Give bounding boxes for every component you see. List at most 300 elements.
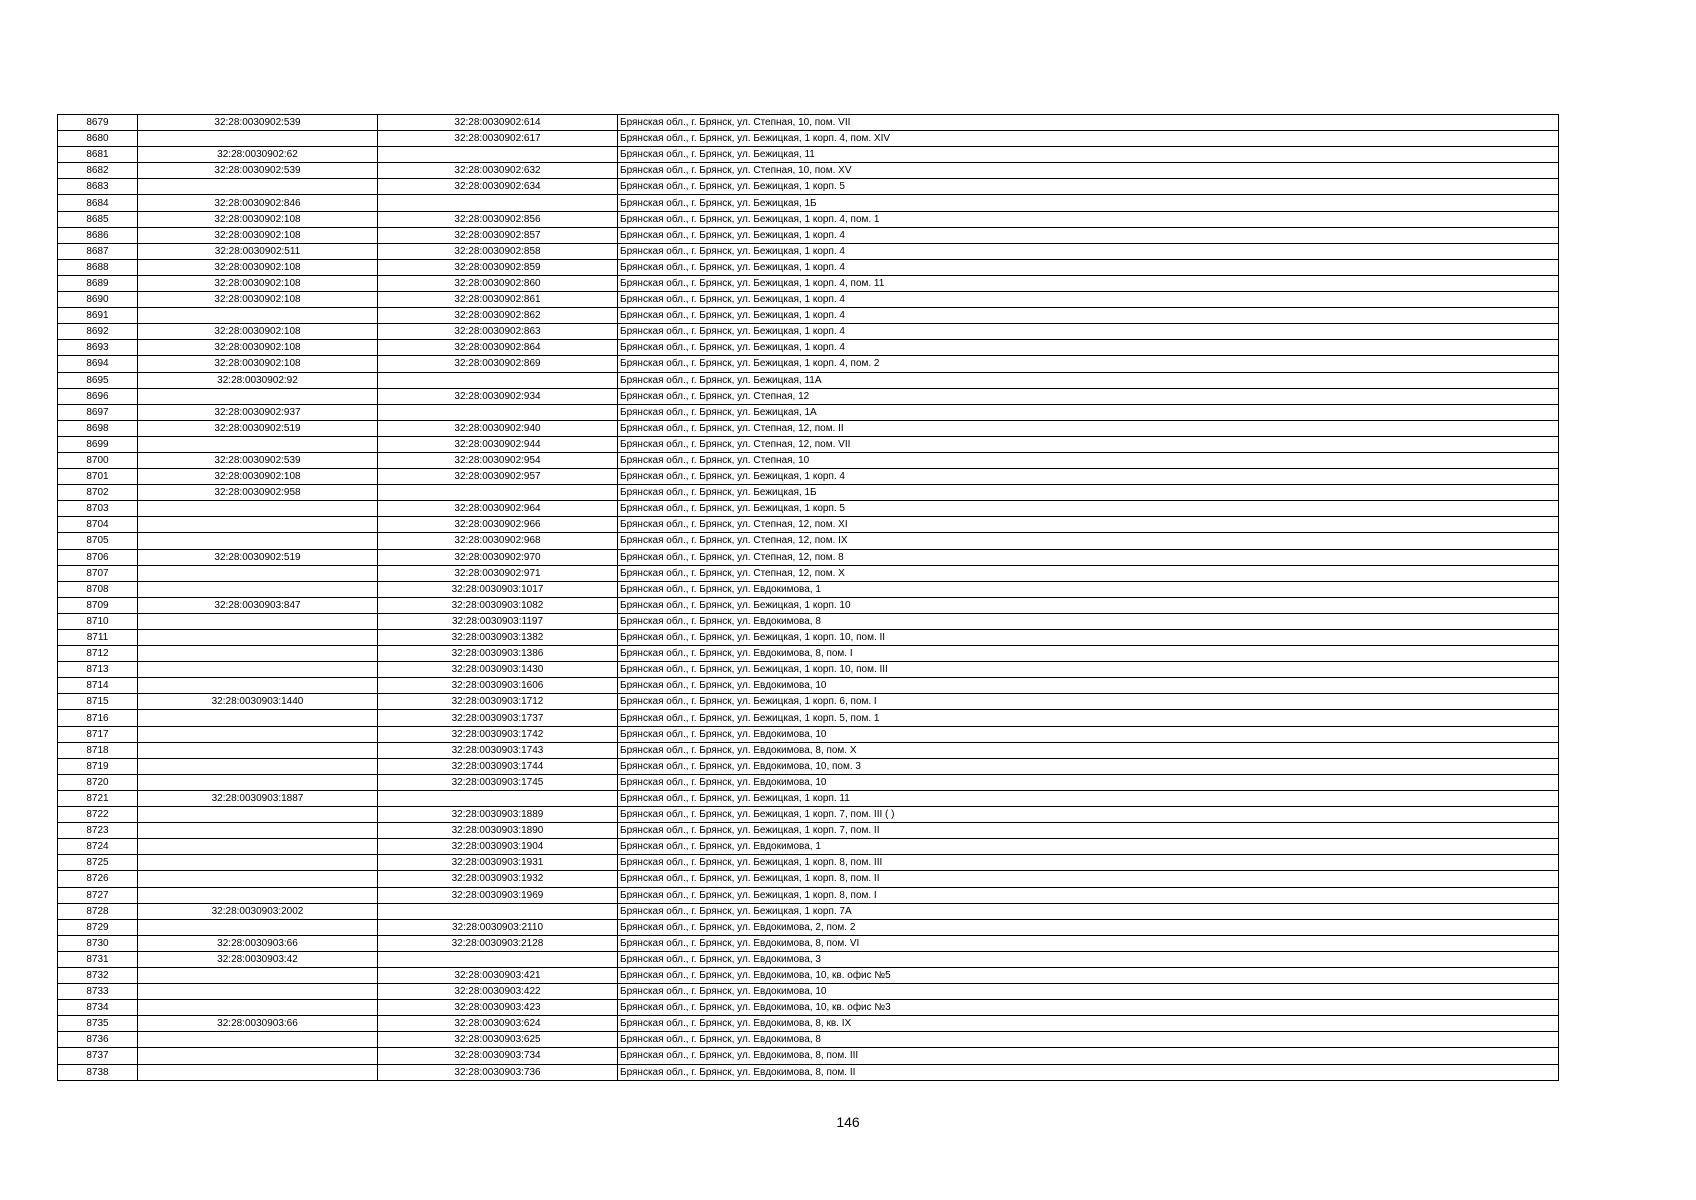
parent-cadastral-cell [138,1032,378,1048]
parent-cadastral-cell: 32:28:0030902:846 [138,195,378,211]
address-cell: Брянская обл., г. Брянск, ул. Евдокимова, 8, пом. X [618,742,1559,758]
parent-cadastral-cell: 32:28:0030902:108 [138,227,378,243]
parent-cadastral-cell [138,388,378,404]
address-cell: Брянская обл., г. Брянск, ул. Бежицкая, 1 корп. 4 [618,469,1559,485]
address-cell: Брянская обл., г. Брянск, ул. Бежицкая, 11А [618,372,1559,388]
row-number-cell: 8702 [58,485,138,501]
row-number-cell: 8730 [58,935,138,951]
row-number-cell: 8698 [58,420,138,436]
parent-cadastral-cell [138,678,378,694]
cadastral-number-cell: 32:28:0030903:1890 [378,823,618,839]
parent-cadastral-cell [138,581,378,597]
address-cell: Брянская обл., г. Брянск, ул. Евдокимова, 8 [618,613,1559,629]
cadastral-number-cell: 32:28:0030903:1744 [378,758,618,774]
parent-cadastral-cell: 32:28:0030903:1440 [138,694,378,710]
table-row [58,1032,1559,1048]
address-cell: Брянская обл., г. Брянск, ул. Евдокимова, 8, пом. I [618,646,1559,662]
row-number-cell: 8734 [58,1000,138,1016]
table-row [58,1064,1559,1080]
table-row [58,340,1559,356]
address-cell: Брянская обл., г. Брянск, ул. Евдокимова, 10 [618,984,1559,1000]
address-cell: Брянская обл., г. Брянск, ул. Бежицкая, 1 корп. 4, пом. XIV [618,131,1559,147]
cadastral-number-cell: 32:28:0030902:863 [378,324,618,340]
cadastral-number-cell: 32:28:0030902:857 [378,227,618,243]
table-row [58,179,1559,195]
row-number-cell: 8683 [58,179,138,195]
row-number-cell: 8700 [58,452,138,468]
cadastral-number-cell: 32:28:0030903:1017 [378,581,618,597]
table-row [58,678,1559,694]
table-row [58,807,1559,823]
parent-cadastral-cell [138,662,378,678]
address-cell: Брянская обл., г. Брянск, ул. Евдокимова, 8, пом. II [618,1064,1559,1080]
address-cell: Брянская обл., г. Брянск, ул. Евдокимова, 10, кв. офис №5 [618,967,1559,983]
table-row [58,501,1559,517]
parent-cadastral-cell: 32:28:0030902:539 [138,115,378,131]
cadastral-number-cell: 32:28:0030902:634 [378,179,618,195]
row-number-cell: 8680 [58,131,138,147]
cadastral-number-cell: 32:28:0030902:860 [378,275,618,291]
address-cell: Брянская обл., г. Брянск, ул. Евдокимова, 8, пом. III [618,1048,1559,1064]
row-number-cell: 8735 [58,1016,138,1032]
row-number-cell: 8714 [58,678,138,694]
row-number-cell: 8715 [58,694,138,710]
property-table-body [58,115,1559,1081]
row-number-cell: 8706 [58,549,138,565]
address-cell: Брянская обл., г. Брянск, ул. Бежицкая, 1 корп. 4 [618,227,1559,243]
row-number-cell: 8687 [58,243,138,259]
parent-cadastral-cell: 32:28:0030902:108 [138,259,378,275]
cadastral-number-cell: 32:28:0030902:617 [378,131,618,147]
row-number-cell: 8728 [58,903,138,919]
parent-cadastral-cell: 32:28:0030902:519 [138,420,378,436]
row-number-cell: 8720 [58,774,138,790]
table-row [58,855,1559,871]
table-row [58,662,1559,678]
row-number-cell: 8705 [58,533,138,549]
cadastral-number-cell [378,147,618,163]
row-number-cell: 8731 [58,951,138,967]
cadastral-number-cell: 32:28:0030903:2128 [378,935,618,951]
parent-cadastral-cell: 32:28:0030902:958 [138,485,378,501]
parent-cadastral-cell [138,179,378,195]
address-cell: Брянская обл., г. Брянск, ул. Евдокимова, 3 [618,951,1559,967]
table-row [58,1016,1559,1032]
address-cell: Брянская обл., г. Брянск, ул. Степная, 12, пом. XI [618,517,1559,533]
address-cell: Брянская обл., г. Брянск, ул. Бежицкая, 1 корп. 5, пом. 1 [618,710,1559,726]
cadastral-number-cell: 32:28:0030903:1712 [378,694,618,710]
parent-cadastral-cell [138,855,378,871]
parent-cadastral-cell [138,517,378,533]
parent-cadastral-cell [138,726,378,742]
table-row [58,742,1559,758]
cadastral-number-cell [378,951,618,967]
address-cell: Брянская обл., г. Брянск, ул. Бежицкая, 1А [618,404,1559,420]
cadastral-number-cell: 32:28:0030902:861 [378,292,618,308]
address-cell: Брянская обл., г. Брянск, ул. Бежицкая, 1 корп. 4 [618,340,1559,356]
table-row [58,887,1559,903]
table-row [58,452,1559,468]
table-row [58,549,1559,565]
parent-cadastral-cell [138,565,378,581]
cadastral-number-cell: 32:28:0030902:862 [378,308,618,324]
cadastral-number-cell [378,903,618,919]
table-row [58,469,1559,485]
row-number-cell: 8737 [58,1048,138,1064]
parent-cadastral-cell: 32:28:0030902:108 [138,340,378,356]
cadastral-number-cell: 32:28:0030903:1197 [378,613,618,629]
cadastral-number-cell: 32:28:0030902:944 [378,436,618,452]
cadastral-number-cell [378,790,618,806]
cadastral-number-cell: 32:28:0030902:934 [378,388,618,404]
row-number-cell: 8718 [58,742,138,758]
row-number-cell: 8699 [58,436,138,452]
cadastral-number-cell: 32:28:0030902:614 [378,115,618,131]
row-number-cell: 8684 [58,195,138,211]
parent-cadastral-cell: 32:28:0030902:62 [138,147,378,163]
row-number-cell: 8709 [58,597,138,613]
address-cell: Брянская обл., г. Брянск, ул. Бежицкая, 1 корп. 4 [618,308,1559,324]
table-row [58,967,1559,983]
parent-cadastral-cell [138,758,378,774]
row-number-cell: 8691 [58,308,138,324]
table-row [58,694,1559,710]
cadastral-number-cell: 32:28:0030903:624 [378,1016,618,1032]
table-row [58,871,1559,887]
parent-cadastral-cell [138,131,378,147]
table-row [58,581,1559,597]
parent-cadastral-cell: 32:28:0030903:66 [138,935,378,951]
address-cell: Брянская обл., г. Брянск, ул. Евдокимова, 8, кв. IX [618,1016,1559,1032]
table-row [58,485,1559,501]
row-number-cell: 8689 [58,275,138,291]
row-number-cell: 8721 [58,790,138,806]
table-row [58,275,1559,291]
table-row [58,259,1559,275]
table-row [58,372,1559,388]
cadastral-number-cell: 32:28:0030902:964 [378,501,618,517]
address-cell: Брянская обл., г. Брянск, ул. Бежицкая, 1 корп. 4, пом. 2 [618,356,1559,372]
parent-cadastral-cell [138,1064,378,1080]
address-cell: Брянская обл., г. Брянск, ул. Евдокимова, 8, пом. VI [618,935,1559,951]
parent-cadastral-cell: 32:28:0030902:539 [138,163,378,179]
table-row [58,1048,1559,1064]
row-number-cell: 8682 [58,163,138,179]
cadastral-number-cell: 32:28:0030903:422 [378,984,618,1000]
cadastral-number-cell: 32:28:0030903:1969 [378,887,618,903]
address-cell: Брянская обл., г. Брянск, ул. Евдокимова, 8 [618,1032,1559,1048]
parent-cadastral-cell [138,308,378,324]
cadastral-number-cell: 32:28:0030903:625 [378,1032,618,1048]
address-cell: Брянская обл., г. Брянск, ул. Евдокимова, 10 [618,678,1559,694]
cadastral-number-cell: 32:28:0030902:940 [378,420,618,436]
cadastral-number-cell: 32:28:0030902:971 [378,565,618,581]
table-row [58,1000,1559,1016]
row-number-cell: 8726 [58,871,138,887]
address-cell: Брянская обл., г. Брянск, ул. Евдокимова, 10, кв. офис №3 [618,1000,1559,1016]
parent-cadastral-cell: 32:28:0030903:1887 [138,790,378,806]
row-number-cell: 8738 [58,1064,138,1080]
row-number-cell: 8701 [58,469,138,485]
parent-cadastral-cell [138,823,378,839]
address-cell: Брянская обл., г. Брянск, ул. Степная, 10, пом. VII [618,115,1559,131]
row-number-cell: 8710 [58,613,138,629]
parent-cadastral-cell [138,919,378,935]
row-number-cell: 8690 [58,292,138,308]
parent-cadastral-cell [138,742,378,758]
table-row [58,646,1559,662]
parent-cadastral-cell [138,984,378,1000]
parent-cadastral-cell [138,871,378,887]
table-row [58,227,1559,243]
address-cell: Брянская обл., г. Брянск, ул. Бежицкая, 1 корп. 7, пом. III ( ) [618,807,1559,823]
property-table [57,114,1559,1081]
row-number-cell: 8724 [58,839,138,855]
table-row [58,919,1559,935]
row-number-cell: 8688 [58,259,138,275]
cadastral-number-cell: 32:28:0030903:1606 [378,678,618,694]
row-number-cell: 8697 [58,404,138,420]
table-row [58,356,1559,372]
table-row [58,774,1559,790]
parent-cadastral-cell [138,1000,378,1016]
table-row [58,436,1559,452]
row-number-cell: 8717 [58,726,138,742]
cadastral-number-cell: 32:28:0030902:864 [378,340,618,356]
table-row [58,420,1559,436]
address-cell: Брянская обл., г. Брянск, ул. Бежицкая, 1 корп. 8, пом. III [618,855,1559,871]
parent-cadastral-cell: 32:28:0030902:108 [138,211,378,227]
address-cell: Брянская обл., г. Брянск, ул. Бежицкая, 1 корп. 11 [618,790,1559,806]
address-cell: Брянская обл., г. Брянск, ул. Бежицкая, 1 корп. 4, пом. 11 [618,275,1559,291]
table-row [58,211,1559,227]
table-row [58,935,1559,951]
table-row [58,517,1559,533]
parent-cadastral-cell [138,774,378,790]
parent-cadastral-cell: 32:28:0030902:539 [138,452,378,468]
address-cell: Брянская обл., г. Брянск, ул. Степная, 10, пом. XV [618,163,1559,179]
address-cell: Брянская обл., г. Брянск, ул. Бежицкая, 1 корп. 4, пом. 1 [618,211,1559,227]
table-row [58,726,1559,742]
address-cell: Брянская обл., г. Брянск, ул. Евдокимова, 1 [618,581,1559,597]
row-number-cell: 8703 [58,501,138,517]
table-row [58,790,1559,806]
address-cell: Брянская обл., г. Брянск, ул. Евдокимова, 10 [618,774,1559,790]
parent-cadastral-cell [138,710,378,726]
parent-cadastral-cell: 32:28:0030902:92 [138,372,378,388]
address-cell: Брянская обл., г. Брянск, ул. Бежицкая, 1 корп. 10, пом. III [618,662,1559,678]
cadastral-number-cell: 32:28:0030903:1889 [378,807,618,823]
parent-cadastral-cell: 32:28:0030902:108 [138,469,378,485]
table-row [58,243,1559,259]
address-cell: Брянская обл., г. Брянск, ул. Евдокимова, 1 [618,839,1559,855]
address-cell: Брянская обл., г. Брянск, ул. Евдокимова, 2, пом. 2 [618,919,1559,935]
row-number-cell: 8727 [58,887,138,903]
address-cell: Брянская обл., г. Брянск, ул. Бежицкая, 1 корп. 4 [618,259,1559,275]
row-number-cell: 8711 [58,630,138,646]
address-cell: Брянская обл., г. Брянск, ул. Бежицкая, 1 корп. 8, пом. II [618,871,1559,887]
row-number-cell: 8686 [58,227,138,243]
row-number-cell: 8725 [58,855,138,871]
row-number-cell: 8707 [58,565,138,581]
cadastral-number-cell: 32:28:0030903:1904 [378,839,618,855]
row-number-cell: 8693 [58,340,138,356]
parent-cadastral-cell [138,967,378,983]
table-row [58,388,1559,404]
row-number-cell: 8696 [58,388,138,404]
parent-cadastral-cell: 32:28:0030903:42 [138,951,378,967]
row-number-cell: 8719 [58,758,138,774]
cadastral-number-cell: 32:28:0030902:954 [378,452,618,468]
address-cell: Брянская обл., г. Брянск, ул. Бежицкая, 1 корп. 7А [618,903,1559,919]
parent-cadastral-cell [138,533,378,549]
parent-cadastral-cell: 32:28:0030903:847 [138,597,378,613]
cadastral-number-cell [378,195,618,211]
cadastral-number-cell: 32:28:0030902:858 [378,243,618,259]
address-cell: Брянская обл., г. Брянск, ул. Степная, 12 [618,388,1559,404]
address-cell: Брянская обл., г. Брянск, ул. Бежицкая, 1 корп. 5 [618,501,1559,517]
table-row [58,758,1559,774]
cadastral-number-cell: 32:28:0030903:1742 [378,726,618,742]
cadastral-number-cell [378,372,618,388]
table-row [58,404,1559,420]
address-cell: Брянская обл., г. Брянск, ул. Бежицкая, 1 корп. 6, пом. I [618,694,1559,710]
table-row [58,195,1559,211]
table-row [58,533,1559,549]
row-number-cell: 8692 [58,324,138,340]
cadastral-number-cell: 32:28:0030903:421 [378,967,618,983]
cadastral-number-cell: 32:28:0030903:1082 [378,597,618,613]
address-cell: Брянская обл., г. Брянск, ул. Бежицкая, 11 [618,147,1559,163]
cadastral-number-cell: 32:28:0030902:957 [378,469,618,485]
row-number-cell: 8716 [58,710,138,726]
table-row [58,163,1559,179]
table-row [58,597,1559,613]
cadastral-number-cell: 32:28:0030902:970 [378,549,618,565]
row-number-cell: 8732 [58,967,138,983]
row-number-cell: 8685 [58,211,138,227]
address-cell: Брянская обл., г. Брянск, ул. Евдокимова, 10, пом. 3 [618,758,1559,774]
cadastral-number-cell: 32:28:0030902:966 [378,517,618,533]
parent-cadastral-cell [138,839,378,855]
address-cell: Брянская обл., г. Брянск, ул. Степная, 12, пом. VII [618,436,1559,452]
table-row [58,324,1559,340]
address-cell: Брянская обл., г. Брянск, ул. Степная, 12, пом. 8 [618,549,1559,565]
cadastral-number-cell: 32:28:0030903:734 [378,1048,618,1064]
address-cell: Брянская обл., г. Брянск, ул. Степная, 12, пом. IX [618,533,1559,549]
row-number-cell: 8733 [58,984,138,1000]
address-cell: Брянская обл., г. Брянск, ул. Бежицкая, 1Б [618,485,1559,501]
row-number-cell: 8723 [58,823,138,839]
table-row [58,147,1559,163]
cadastral-number-cell: 32:28:0030903:736 [378,1064,618,1080]
table-row [58,292,1559,308]
row-number-cell: 8713 [58,662,138,678]
cadastral-number-cell: 32:28:0030902:859 [378,259,618,275]
parent-cadastral-cell: 32:28:0030902:108 [138,356,378,372]
address-cell: Брянская обл., г. Брянск, ул. Бежицкая, 1 корп. 8, пом. I [618,887,1559,903]
parent-cadastral-cell [138,646,378,662]
cadastral-number-cell: 32:28:0030903:1932 [378,871,618,887]
cadastral-number-cell: 32:28:0030903:2110 [378,919,618,935]
address-cell: Брянская обл., г. Брянск, ул. Бежицкая, 1 корп. 4 [618,292,1559,308]
table-row [58,823,1559,839]
parent-cadastral-cell: 32:28:0030902:108 [138,275,378,291]
address-cell: Брянская обл., г. Брянск, ул. Бежицкая, 1 корп. 10, пом. II [618,630,1559,646]
table-row [58,308,1559,324]
address-cell: Брянская обл., г. Брянск, ул. Бежицкая, 1 корп. 10 [618,597,1559,613]
parent-cadastral-cell: 32:28:0030902:108 [138,324,378,340]
row-number-cell: 8722 [58,807,138,823]
cadastral-number-cell: 32:28:0030903:1430 [378,662,618,678]
cadastral-number-cell: 32:28:0030903:423 [378,1000,618,1016]
cadastral-number-cell: 32:28:0030902:869 [378,356,618,372]
parent-cadastral-cell [138,613,378,629]
cadastral-number-cell: 32:28:0030902:856 [378,211,618,227]
parent-cadastral-cell [138,807,378,823]
cadastral-number-cell [378,485,618,501]
parent-cadastral-cell: 32:28:0030903:66 [138,1016,378,1032]
table-row [58,903,1559,919]
cadastral-number-cell: 32:28:0030903:1737 [378,710,618,726]
parent-cadastral-cell [138,436,378,452]
row-number-cell: 8694 [58,356,138,372]
table-row [58,613,1559,629]
table-row [58,984,1559,1000]
address-cell: Брянская обл., г. Брянск, ул. Степная, 10 [618,452,1559,468]
parent-cadastral-cell: 32:28:0030902:519 [138,549,378,565]
row-number-cell: 8681 [58,147,138,163]
parent-cadastral-cell [138,630,378,646]
table-row [58,951,1559,967]
table-row [58,131,1559,147]
cadastral-number-cell: 32:28:0030903:1931 [378,855,618,871]
address-cell: Брянская обл., г. Брянск, ул. Бежицкая, 1Б [618,195,1559,211]
parent-cadastral-cell: 32:28:0030903:2002 [138,903,378,919]
address-cell: Брянская обл., г. Брянск, ул. Евдокимова, 10 [618,726,1559,742]
cadastral-number-cell: 32:28:0030903:1382 [378,630,618,646]
address-cell: Брянская обл., г. Брянск, ул. Бежицкая, 1 корп. 7, пом. II [618,823,1559,839]
cadastral-number-cell: 32:28:0030903:1386 [378,646,618,662]
row-number-cell: 8736 [58,1032,138,1048]
cadastral-number-cell: 32:28:0030902:968 [378,533,618,549]
cadastral-number-cell [378,404,618,420]
table-row [58,710,1559,726]
row-number-cell: 8695 [58,372,138,388]
cadastral-number-cell: 32:28:0030902:632 [378,163,618,179]
address-cell: Брянская обл., г. Брянск, ул. Бежицкая, 1 корп. 4 [618,243,1559,259]
table-row [58,115,1559,131]
parent-cadastral-cell [138,1048,378,1064]
cadastral-number-cell: 32:28:0030903:1743 [378,742,618,758]
row-number-cell: 8708 [58,581,138,597]
row-number-cell: 8729 [58,919,138,935]
table-row [58,839,1559,855]
row-number-cell: 8712 [58,646,138,662]
row-number-cell: 8704 [58,517,138,533]
address-cell: Брянская обл., г. Брянск, ул. Бежицкая, 1 корп. 4 [618,324,1559,340]
table-row [58,630,1559,646]
row-number-cell: 8679 [58,115,138,131]
parent-cadastral-cell: 32:28:0030902:511 [138,243,378,259]
parent-cadastral-cell [138,887,378,903]
address-cell: Брянская обл., г. Брянск, ул. Степная, 12, пом. X [618,565,1559,581]
address-cell: Брянская обл., г. Брянск, ул. Бежицкая, 1 корп. 5 [618,179,1559,195]
parent-cadastral-cell [138,501,378,517]
parent-cadastral-cell: 32:28:0030902:937 [138,404,378,420]
page-number: 146 [836,1114,860,1130]
cadastral-number-cell: 32:28:0030903:1745 [378,774,618,790]
